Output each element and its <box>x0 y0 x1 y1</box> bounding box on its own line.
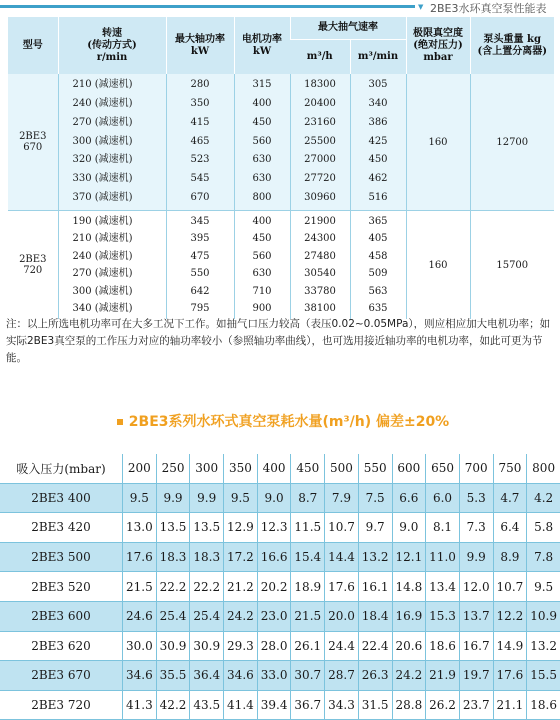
value-cell: 9.5 <box>123 483 157 513</box>
value-line: 462 <box>368 173 388 185</box>
value-cell: 23.7 <box>459 690 493 720</box>
col-model: 型号 <box>8 17 58 74</box>
value-line: 38100 <box>304 303 336 314</box>
value-cell: 23.0 <box>257 601 291 631</box>
footnote: 注：以上所选电机功率可在大多工况下工作。如抽气口压力较高（表压0.02~0.05MPa），则应相应加大电机功率；如实际2BE3真空泵的工作压力对应的轴功率较小（参照轴功率曲线），也可选用接近轴功率的电机功率，如此可更为节能。 <box>6 318 551 364</box>
value-cell: 5.3 <box>459 483 493 513</box>
value-cell: 13.2 <box>527 631 560 661</box>
value-cell: 15.5 <box>527 661 560 691</box>
vacuum-cell: 160 <box>406 74 470 211</box>
pressure-header-cell: 300 <box>190 454 224 483</box>
value-cell: 17.6 <box>123 542 157 572</box>
model-cell: 2BE3 670 <box>0 661 123 691</box>
value-line: 630 <box>252 173 272 185</box>
value-cell: 22.2 <box>190 572 224 602</box>
value-cell: 18.9 <box>291 572 325 602</box>
value-cell: 7.8 <box>527 542 560 572</box>
value-line: 516 <box>368 191 388 203</box>
motor-power-list <box>235 213 290 318</box>
value-line: 330 (减速机) <box>72 173 133 185</box>
value-line: 545 <box>190 173 210 185</box>
value-cell: 25.4 <box>190 601 224 631</box>
value-cell: 15.3 <box>426 601 460 631</box>
page-title: 2BE3水环真空泵性能表 <box>430 2 547 15</box>
col-unit-m3min: m³/min <box>350 40 406 75</box>
value-line: 210 (减速机) <box>72 233 133 244</box>
table-row <box>0 601 560 631</box>
value-line: 365 <box>368 215 388 227</box>
value-line: 21900 <box>304 215 336 227</box>
value-cell: 17.6 <box>325 572 359 602</box>
value-cell: 36.4 <box>190 661 224 691</box>
value-cell: 6.6 <box>392 483 426 513</box>
value-line: 27480 <box>304 250 336 262</box>
m3h-list <box>291 76 350 208</box>
water-section-title: 2BE3系列水环式真空泵耗水量(m³/h) 偏差±20% <box>0 411 560 431</box>
value-cell: 21.2 <box>224 572 258 602</box>
value-cell: 7.3 <box>459 513 493 543</box>
triangle-icon: ▼ <box>418 3 424 11</box>
value-cell: 41.3 <box>123 690 157 720</box>
value-line: 340 <box>368 98 388 109</box>
value-cell: 9.7 <box>358 513 392 543</box>
table-row <box>0 690 560 720</box>
value-cell: 9.0 <box>257 483 291 513</box>
value-cell: 12.2 <box>493 601 527 631</box>
value-line: 320 (减速机) <box>72 154 133 166</box>
m3min-list <box>351 213 406 318</box>
m3min-list <box>351 76 406 208</box>
value-cell: 24.4 <box>325 631 359 661</box>
value-line: 415 <box>190 116 210 128</box>
value-cell: 13.0 <box>123 513 157 543</box>
pressure-header-cell: 550 <box>358 454 392 483</box>
m3h-list <box>291 213 350 318</box>
value-line: 425 <box>368 135 388 147</box>
value-cell: 7.5 <box>358 483 392 513</box>
value-cell: 9.0 <box>392 513 426 543</box>
value-cell: 18.6 <box>426 631 460 661</box>
value-cell: 9.9 <box>190 483 224 513</box>
value-line: 635 <box>368 303 388 314</box>
header-rule <box>0 5 415 8</box>
value-cell: 17.6 <box>493 661 527 691</box>
square-bullet-icon <box>117 419 123 425</box>
col-pumping-speed: 最大抽气速率 <box>290 17 406 40</box>
value-cell: 19.7 <box>459 661 493 691</box>
value-line: 386 <box>368 116 388 128</box>
value-cell: 13.5 <box>156 513 190 543</box>
value-line: 560 <box>252 135 272 147</box>
value-cell: 22.4 <box>358 631 392 661</box>
value-cell: 20.6 <box>392 631 426 661</box>
value-cell: 17.2 <box>224 542 258 572</box>
col-shaft-power: 最大轴功率 kW <box>166 17 234 74</box>
value-cell: 16.7 <box>459 631 493 661</box>
pressure-header-cell: 500 <box>325 454 359 483</box>
pressure-header-cell: 800 <box>527 454 560 483</box>
value-cell: 25.4 <box>156 601 190 631</box>
weight-cell: 12700 <box>470 74 554 211</box>
speed-list <box>59 213 166 318</box>
value-cell: 30.7 <box>291 661 325 691</box>
spec-header-row <box>8 17 554 40</box>
value-cell: 13.2 <box>358 542 392 572</box>
value-cell: 39.4 <box>257 690 291 720</box>
value-line: 509 <box>368 268 388 279</box>
value-cell: 11.0 <box>426 542 460 572</box>
value-cell: 4.7 <box>493 483 527 513</box>
value-line: 405 <box>368 233 388 244</box>
value-line: 300 (减速机) <box>72 285 133 297</box>
value-line: 240 (减速机) <box>72 98 133 109</box>
value-cell: 18.3 <box>190 542 224 572</box>
value-cell: 35.5 <box>156 661 190 691</box>
water-header-row <box>0 454 560 483</box>
value-line: 210 (减速机) <box>72 79 133 91</box>
value-cell: 20.0 <box>325 601 359 631</box>
model-cell: 2BE3 670 <box>8 74 58 211</box>
value-line: 240 (减速机) <box>72 250 133 262</box>
value-line: 270 (减速机) <box>72 116 133 128</box>
value-line: 27000 <box>304 154 336 166</box>
value-cell: 15.4 <box>291 542 325 572</box>
model-cell: 2BE3 720 <box>8 211 58 320</box>
pressure-header-cell: 200 <box>123 454 157 483</box>
value-line: 33780 <box>304 285 336 297</box>
weight-cell: 15700 <box>470 211 554 320</box>
speed-list <box>59 76 166 208</box>
value-cell: 18.3 <box>156 542 190 572</box>
value-line: 20400 <box>304 98 336 109</box>
value-cell: 22.2 <box>156 572 190 602</box>
table-row <box>0 661 560 691</box>
value-line: 670 <box>190 191 210 203</box>
value-line: 523 <box>190 154 210 166</box>
value-line: 560 <box>252 250 272 262</box>
value-line: 23160 <box>304 116 336 128</box>
value-cell: 13.4 <box>426 572 460 602</box>
value-line: 642 <box>190 285 210 297</box>
value-cell: 24.2 <box>392 661 426 691</box>
value-cell: 9.9 <box>156 483 190 513</box>
value-cell: 9.5 <box>527 572 560 602</box>
value-line: 370 (减速机) <box>72 191 133 203</box>
pressure-label: 吸入压力(mbar) <box>0 454 123 483</box>
value-cell: 16.9 <box>392 601 426 631</box>
pressure-header-cell: 600 <box>392 454 426 483</box>
value-cell: 30.9 <box>156 631 190 661</box>
value-cell: 34.3 <box>325 690 359 720</box>
value-cell: 29.3 <box>224 631 258 661</box>
value-cell: 21.5 <box>123 572 157 602</box>
value-cell: 12.0 <box>459 572 493 602</box>
pressure-header-cell: 650 <box>426 454 460 483</box>
value-cell: 26.1 <box>291 631 325 661</box>
value-cell: 14.4 <box>325 542 359 572</box>
model-cell: 2BE3 420 <box>0 513 123 543</box>
value-cell: 24.6 <box>123 601 157 631</box>
value-line: 305 <box>368 79 388 91</box>
value-line: 710 <box>252 285 272 297</box>
value-line: 315 <box>252 79 272 91</box>
header-bar <box>0 0 560 14</box>
value-line: 450 <box>252 116 272 128</box>
value-line: 30960 <box>304 191 336 203</box>
motor-power-list <box>235 76 290 208</box>
col-vacuum: 极限真空度 (绝对压力) mbar <box>406 17 470 74</box>
model-cell: 2BE3 520 <box>0 572 123 602</box>
col-speed: 转速 (传动方式) r/min <box>58 17 166 74</box>
value-cell: 21.9 <box>426 661 460 691</box>
value-line: 475 <box>190 250 210 262</box>
value-line: 450 <box>368 154 388 166</box>
value-cell: 30.9 <box>190 631 224 661</box>
value-cell: 42.2 <box>156 690 190 720</box>
value-cell: 13.5 <box>190 513 224 543</box>
model-cell: 2BE3 620 <box>0 631 123 661</box>
value-line: 458 <box>368 250 388 262</box>
value-cell: 34.6 <box>224 661 258 691</box>
pressure-header-cell: 400 <box>257 454 291 483</box>
col-motor-power: 电机功率 kW <box>234 17 290 74</box>
value-line: 345 <box>190 215 210 227</box>
value-cell: 28.8 <box>392 690 426 720</box>
value-line: 190 (减速机) <box>72 215 133 227</box>
shaft-power-list <box>167 76 234 208</box>
value-cell: 13.7 <box>459 601 493 631</box>
pressure-header-cell: 350 <box>224 454 258 483</box>
value-cell: 14.9 <box>493 631 527 661</box>
model-cell: 2BE3 600 <box>0 601 123 631</box>
col-unit-m3h: m³/h <box>290 40 350 75</box>
value-cell: 4.2 <box>527 483 560 513</box>
value-cell: 20.2 <box>257 572 291 602</box>
value-cell: 5.8 <box>527 513 560 543</box>
value-cell: 12.1 <box>392 542 426 572</box>
value-cell: 31.5 <box>358 690 392 720</box>
value-cell: 30.0 <box>123 631 157 661</box>
value-line: 400 <box>252 215 272 227</box>
value-cell: 10.9 <box>527 601 560 631</box>
value-cell: 9.9 <box>459 542 493 572</box>
value-cell: 6.0 <box>426 483 460 513</box>
value-cell: 10.7 <box>325 513 359 543</box>
spec-group-2be3-670 <box>8 74 554 211</box>
pressure-header-cell: 250 <box>156 454 190 483</box>
value-line: 24300 <box>304 233 336 244</box>
value-cell: 33.0 <box>257 661 291 691</box>
value-cell: 18.4 <box>358 601 392 631</box>
model-cell: 2BE3 400 <box>0 483 123 513</box>
value-cell: 34.6 <box>123 661 157 691</box>
pressure-header-cell: 450 <box>291 454 325 483</box>
value-cell: 26.2 <box>426 690 460 720</box>
value-cell: 8.9 <box>493 542 527 572</box>
value-line: 25500 <box>304 135 336 147</box>
table-row <box>0 572 560 602</box>
value-line: 450 <box>252 233 272 244</box>
value-cell: 43.5 <box>190 690 224 720</box>
pressure-header-cell: 750 <box>493 454 527 483</box>
value-cell: 24.2 <box>224 601 258 631</box>
col-weight: 泵头重量 kg (含上置分离器) <box>470 17 554 74</box>
spec-table <box>8 17 554 319</box>
value-line: 465 <box>190 135 210 147</box>
pressure-header-cell: 700 <box>459 454 493 483</box>
value-cell: 41.4 <box>224 690 258 720</box>
value-cell: 12.3 <box>257 513 291 543</box>
value-line: 795 <box>190 303 210 314</box>
value-cell: 16.1 <box>358 572 392 602</box>
value-line: 350 <box>190 98 210 109</box>
value-line: 630 <box>252 154 272 166</box>
value-cell: 28.7 <box>325 661 359 691</box>
value-cell: 9.5 <box>224 483 258 513</box>
value-cell: 18.6 <box>527 690 560 720</box>
value-cell: 16.6 <box>257 542 291 572</box>
value-cell: 14.8 <box>392 572 426 602</box>
value-line: 563 <box>368 285 388 297</box>
value-cell: 11.5 <box>291 513 325 543</box>
value-line: 340 (减速机) <box>72 303 133 314</box>
value-line: 27720 <box>304 173 336 185</box>
vacuum-cell: 160 <box>406 211 470 320</box>
value-line: 300 (减速机) <box>72 135 133 147</box>
value-cell: 10.7 <box>493 572 527 602</box>
table-row <box>0 631 560 661</box>
value-cell: 7.9 <box>325 483 359 513</box>
value-cell: 12.9 <box>224 513 258 543</box>
value-line: 395 <box>190 233 210 244</box>
spec-group-2be3-720 <box>8 211 554 320</box>
value-cell: 8.1 <box>426 513 460 543</box>
value-line: 400 <box>252 98 272 109</box>
value-cell: 8.7 <box>291 483 325 513</box>
value-cell: 21.1 <box>493 690 527 720</box>
model-cell: 2BE3 720 <box>0 690 123 720</box>
value-line: 900 <box>252 303 272 314</box>
value-line: 800 <box>252 191 272 203</box>
value-cell: 28.0 <box>257 631 291 661</box>
model-cell: 2BE3 500 <box>0 542 123 572</box>
value-line: 280 <box>190 79 210 91</box>
value-line: 550 <box>190 268 210 279</box>
table-row <box>0 483 560 513</box>
value-cell: 21.5 <box>291 601 325 631</box>
table-row <box>0 513 560 543</box>
value-line: 30540 <box>304 268 336 279</box>
water-consumption-table <box>0 454 560 720</box>
value-cell: 26.3 <box>358 661 392 691</box>
shaft-power-list <box>167 213 234 318</box>
value-line: 270 (减速机) <box>72 268 133 279</box>
table-row <box>0 542 560 572</box>
value-line: 18300 <box>304 79 336 91</box>
value-cell: 36.7 <box>291 690 325 720</box>
value-line: 630 <box>252 268 272 279</box>
value-cell: 6.4 <box>493 513 527 543</box>
